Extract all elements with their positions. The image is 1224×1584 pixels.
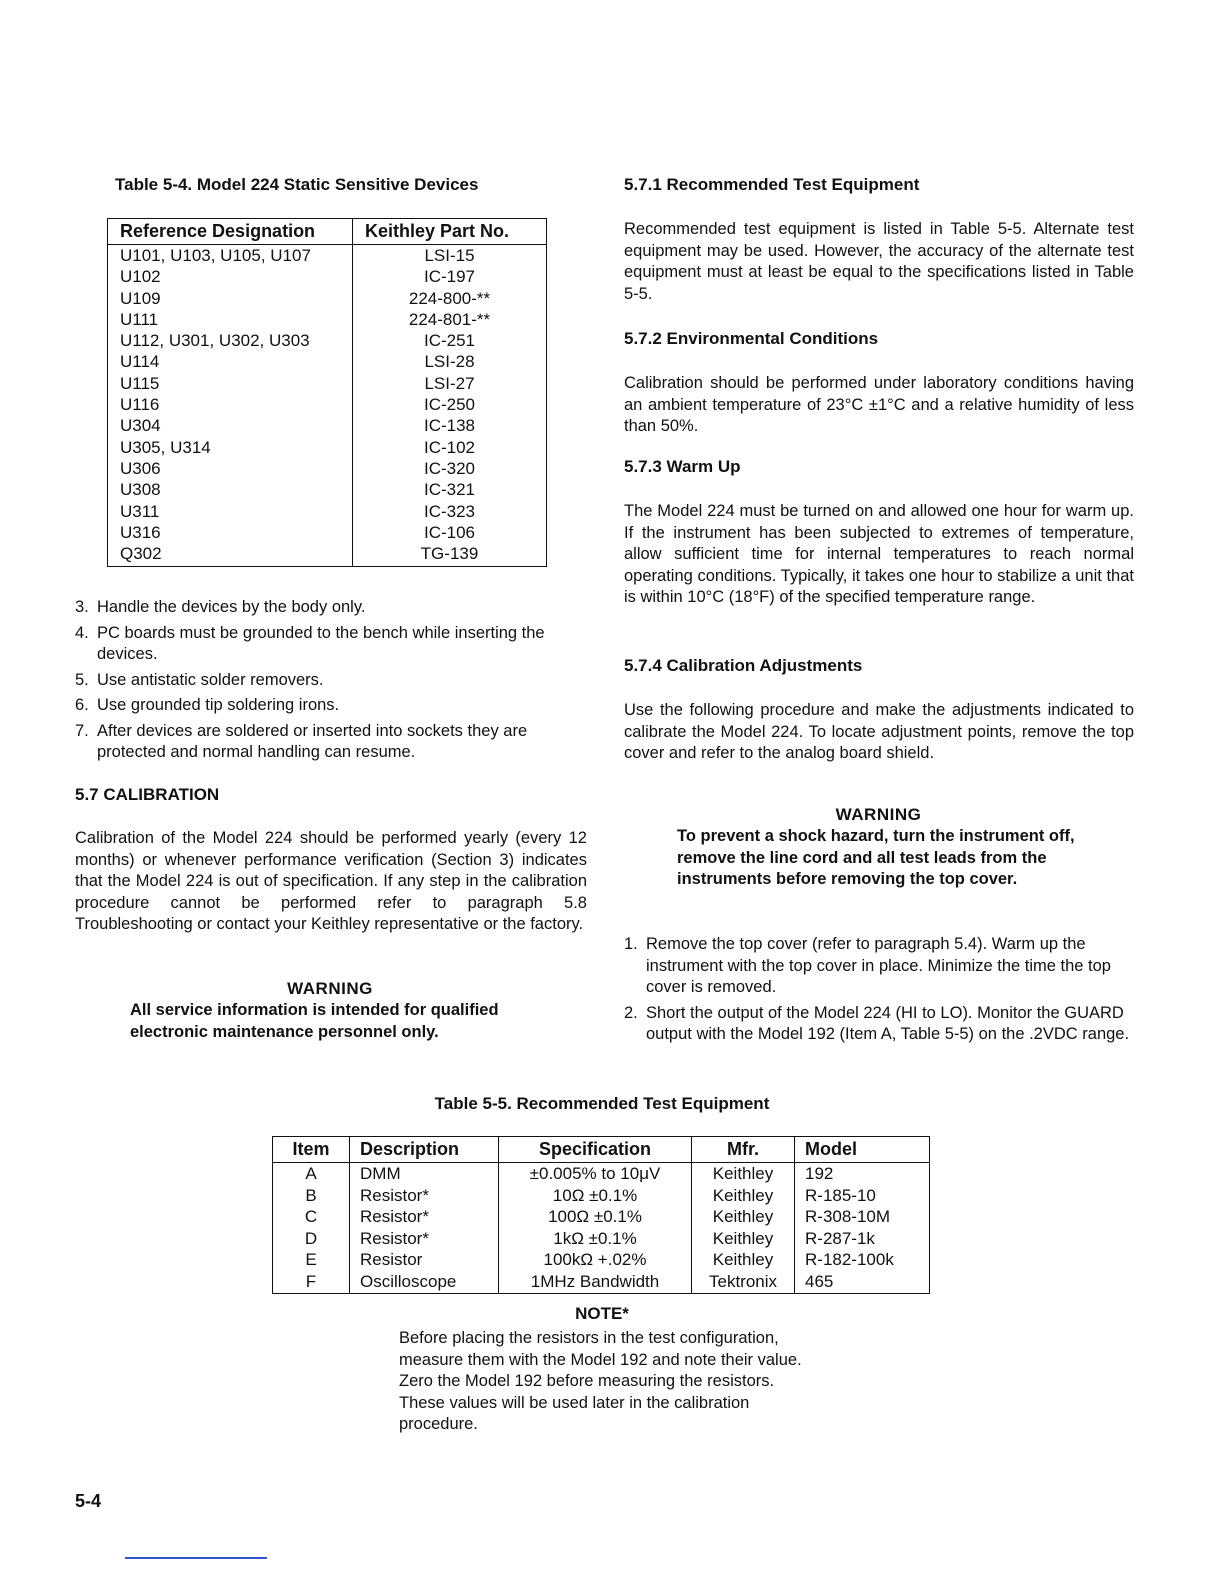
part-cell: IC-323: [353, 501, 547, 522]
list-item: 7. After devices are soldered or inserted into sockets they are protected and normal handling can resume.: [75, 721, 528, 761]
list-item: 3. Handle the devices by the body only.: [75, 598, 366, 616]
table-5-5-title: Table 5-5. Recommended Test Equipment: [434, 1094, 770, 1113]
table-row: B Resistor* 10Ω ±0.1% Keithley R-185-10: [273, 1185, 930, 1207]
note-text: Before placing the resistors in the test configuration, measure them with the Model 192 and note their value. Zero the Model 192 before measuring the resistors. These values will be used later in the calibration procedure.: [399, 1329, 802, 1433]
section-5-7-4-text: Use the following procedure and make the adjustments indicated to calibrate the Model 224. To locate adjustment points, remove the top cover and refer to the analog board shield.: [624, 701, 1134, 762]
table-5-4-title: Table 5-4. Model 224 Static Sensitive Devices: [115, 175, 479, 194]
table-row: [108, 415, 547, 436]
section-5-7-1-text: Recommended test equipment is listed in Table 5-5. Alternate test equipment may be used. However, the accuracy of the alternate test equipment must at least be equal to the specifications listed in Table 5-5.: [624, 220, 1134, 303]
ref-cell: U101, U103, U105, U107: [108, 245, 353, 267]
part-cell: IC-138: [353, 415, 547, 436]
part-cell: LSI-15: [353, 245, 547, 267]
table-row: [108, 351, 547, 372]
ref-cell: U115: [108, 373, 353, 394]
part-cell: TG-139: [353, 543, 547, 567]
table-header: Specification: [499, 1137, 692, 1163]
ref-cell: U112, U301, U302, U303: [108, 330, 353, 351]
table-row: [108, 309, 547, 330]
ref-cell: U114: [108, 351, 353, 372]
table-row: A DMM ±0.005% to 10μV Keithley 192: [273, 1163, 930, 1185]
table-row: [108, 373, 547, 394]
list-item: 1. Remove the top cover (refer to paragraph 5.4). Warm up the instrument with the top cover in place. Minimize the time the top cover is removed.: [624, 935, 1111, 996]
warning-text: All service information is intended for qualified electronic maintenance personnel only.: [130, 1001, 499, 1041]
table-row: [108, 479, 547, 500]
list-item: 6. Use grounded tip soldering irons.: [75, 696, 340, 714]
table-row: [108, 437, 547, 458]
ref-cell: U306: [108, 458, 353, 479]
table-header: Mfr.: [692, 1137, 795, 1163]
page-number: 5-4: [75, 1491, 102, 1511]
list-item: 5. Use antistatic solder removers.: [75, 670, 324, 689]
ref-cell: U308: [108, 479, 353, 500]
table-header: Description: [350, 1137, 499, 1163]
handling-steps-list: [75, 597, 587, 768]
table-row: [108, 245, 547, 267]
static-devices-table: [107, 218, 547, 567]
part-cell: IC-197: [353, 266, 547, 287]
table-row: [108, 394, 547, 415]
table-row: [108, 330, 547, 351]
table-row: [108, 501, 547, 522]
table-header: Model: [795, 1137, 930, 1163]
part-cell: IC-106: [353, 522, 547, 543]
calibration-paragraph: Calibration of the Model 224 should be performed yearly (every 12 months) or whenever performance verification (Section 3) indicates that the Model 224 is out of specification. If any step in the calibration procedure cannot be performed refer to paragraph 5.8 Troubleshooting or contact your Keithley representative or the factory.: [75, 829, 587, 933]
part-cell: IC-250: [353, 394, 547, 415]
test-equipment-table: [272, 1136, 930, 1294]
table-header: Item: [273, 1137, 350, 1163]
warning-title: WARNING: [835, 805, 922, 824]
part-cell: IC-320: [353, 458, 547, 479]
section-5-7-4-heading: 5.7.4 Calibration Adjustments: [624, 656, 863, 675]
table-row: [108, 458, 547, 479]
section-5-7-1-heading: 5.7.1 Recommended Test Equipment: [624, 175, 920, 194]
table-row: E Resistor 100kΩ +.02% Keithley R-182-100k: [273, 1249, 930, 1271]
list-item: 2. Short the output of the Model 224 (HI to LO). Monitor the GUARD output with the Model 192 (Item A, Table 5-5) on the .2VDC range.: [624, 1003, 1130, 1043]
table-row: [108, 266, 547, 287]
table-row: D Resistor* 1kΩ ±0.1% Keithley R-287-1k: [273, 1228, 930, 1250]
calibration-steps-list: [624, 934, 1134, 1050]
table-row: [108, 288, 547, 309]
ref-cell: Q302: [108, 543, 353, 567]
ref-cell: U102: [108, 266, 353, 287]
section-5-7-3-text: The Model 224 must be turned on and allowed one hour for warm up. If the instrument has been subjected to extremes of temperature, allow sufficient time for internal temperatures to reach normal operating conditions. Typically, it takes one hour to stabilize a unit that is within 10°C (18°F) of the specified temperature range.: [624, 502, 1134, 606]
list-item: 4. PC boards must be grounded to the bench while inserting the devices.: [75, 623, 545, 663]
section-5-7-2-heading: 5.7.2 Environmental Conditions: [624, 329, 879, 348]
ref-cell: U305, U314: [108, 437, 353, 458]
ref-cell: U304: [108, 415, 353, 436]
ref-cell: U311: [108, 501, 353, 522]
part-cell: IC-321: [353, 479, 547, 500]
ref-cell: U316: [108, 522, 353, 543]
ref-cell: U111: [108, 309, 353, 330]
table-row: C Resistor* 100Ω ±0.1% Keithley R-308-10M: [273, 1206, 930, 1228]
section-5-7-3-heading: 5.7.3 Warm Up: [624, 457, 741, 476]
part-cell: IC-102: [353, 437, 547, 458]
calibration-heading: 5.7 CALIBRATION: [75, 785, 220, 804]
ref-cell: U109: [108, 288, 353, 309]
part-cell: 224-800-**: [353, 288, 547, 309]
table-row: [108, 543, 547, 567]
part-cell: LSI-27: [353, 373, 547, 394]
part-cell: IC-251: [353, 330, 547, 351]
table-header: Keithley Part No.: [353, 219, 547, 245]
table-row: [108, 522, 547, 543]
section-5-7-2-text: Calibration should be performed under laboratory conditions having an ambient temperature of 23°C ±1°C and a relative humidity of less than 50%.: [624, 374, 1134, 435]
part-cell: LSI-28: [353, 351, 547, 372]
warning-text: To prevent a shock hazard, turn the instrument off, remove the line cord and all test leads from the instruments before removing the top cover.: [677, 827, 1075, 888]
part-cell: 224-801-**: [353, 309, 547, 330]
ref-cell: U116: [108, 394, 353, 415]
table-row: F Oscilloscope 1MHz Bandwidth Tektronix 465: [273, 1271, 930, 1294]
warning-title: WARNING: [287, 979, 373, 998]
footer-rule: [125, 1557, 267, 1559]
table-header: Reference Designation: [108, 219, 353, 245]
note-title: NOTE*: [575, 1304, 629, 1323]
